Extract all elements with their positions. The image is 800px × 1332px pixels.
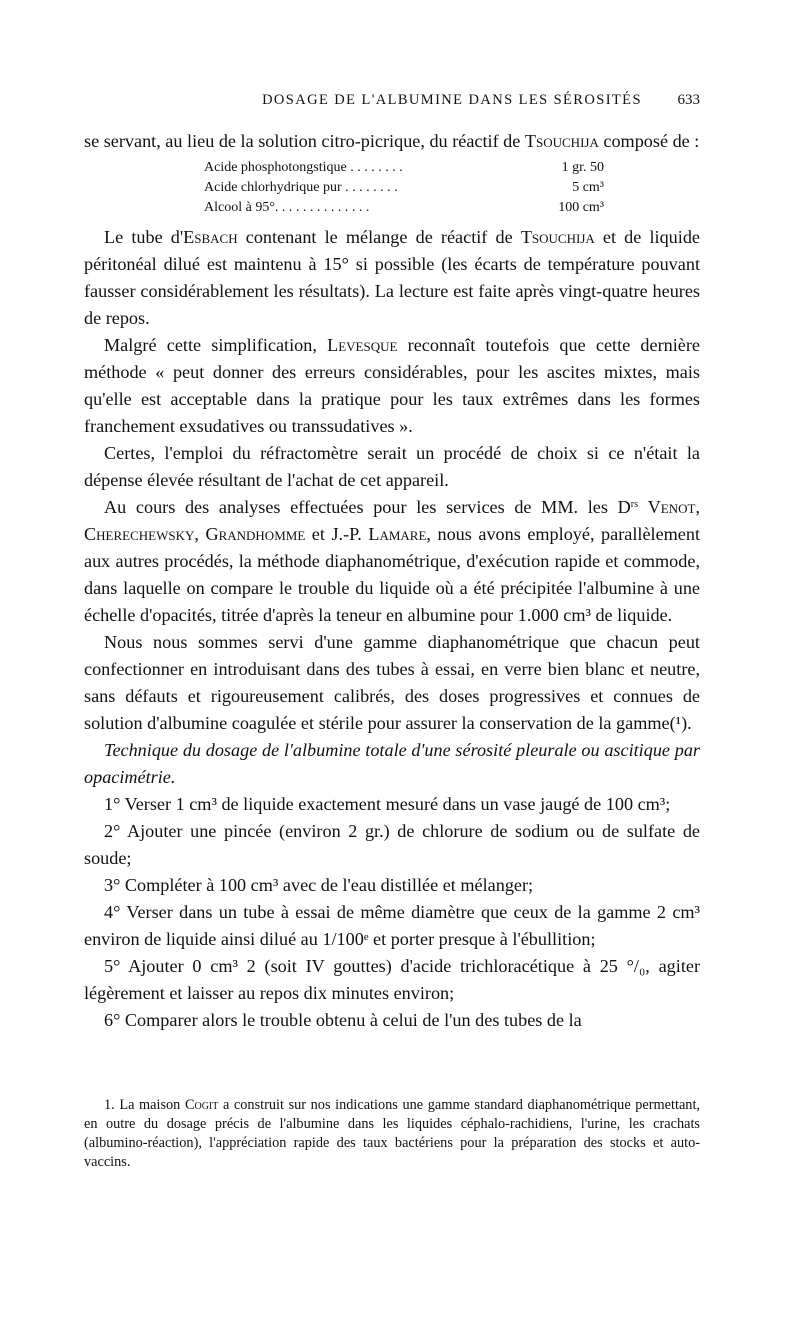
reagent-recipe — [204, 158, 700, 218]
author-name: Tsouchija — [524, 131, 599, 151]
step-item: 3° Compléter à 100 cm³ avec de l'eau distillée et mélanger; — [104, 875, 534, 895]
recipe-row — [204, 198, 700, 218]
paragraph-esbach: Le tube d'Esbach contenant le mélange de réactif de Tsouchija et de liquide péritonéal dilué est maintenu à 15° si possible (les écarts de température pouvant fausser considérablement les résultats). La lecture est faite après vingt-quatre heures de repos. — [84, 227, 700, 328]
step-item: 5° Ajouter 0 cm³ 2 (soit IV gouttes) d'acide trichloracétique à 25 °/₀, agiter légèrement et laisser au repos dix minutes environ; — [84, 956, 700, 1003]
footnote-reference: (¹) — [669, 713, 688, 733]
paragraph-intro: se servant, au lieu de la solution citro-picrique, du réactif de Tsouchija composé de : — [84, 131, 700, 151]
paragraph-gamme: Nous nous sommes servi d'une gamme diaphanométrique que chacun peut confectionner en introduisant dans des tubes à essai, en verre bien blanc et neutre, sans défauts et rigoureusement calibrés, des doses progressives et connues de solution d'albumine coagulée et stérile pour assurer la conservation de la gamme(¹). — [84, 632, 700, 733]
recipe-row — [204, 158, 700, 178]
recipe-row — [204, 178, 700, 198]
ingredient-amount: 100 cm³ — [558, 200, 604, 215]
step-item: 2° Ajouter une pincée (environ 2 gr.) de chlorure de sodium ou de sulfate de soude; — [84, 821, 700, 868]
technique-heading: Technique du dosage de l'albumine totale d'une sérosité pleurale ou ascitique par opacimétrie. — [84, 740, 700, 787]
ingredient-amount: 5 cm³ — [572, 180, 604, 195]
footnote: 1. La maison Cogit a construit sur nos indications une gamme standard diaphanométrique permettant, en outre du dosage précis de l'albumine dans les liquides céphalo-rachidiens, l'urine, les crachats (albumino-réaction), l'appréciation rapide des taux bactériens pour la préparation des stocks et auto-vaccins. — [84, 1097, 700, 1170]
ingredient-name: Acide phosphotongstique . . . . . . . . — [204, 160, 403, 175]
ingredient-name: Alcool à 95°. . . . . . . . . . . . . . — [204, 200, 370, 215]
running-title: DOSAGE DE L'ALBUMINE DANS LES SÉROSITÉS — [262, 92, 642, 108]
step-item: 4° Verser dans un tube à essai de même diamètre que ceux de la gamme 2 cm³ environ de liquide ainsi dilué au 1/100ᵉ et porter presque à l'ébullition; — [84, 902, 700, 949]
paragraph-analyses: Au cours des analyses effectuées pour les services de MM. les $D^{rs}$ Venot, Cherechewsky, Grandhomme et J.-P. Lamare, nous avons employé, parallèlement aux autres procédés, la méthode diaphanométrique, d'exécution rapide et commode, dans laquelle on compare le trouble du liquide où a été précipitée l'albumine à une échelle d'opacités, titrée d'après la teneur en albumine pour 1.000 cm³ de liquide. — [84, 497, 701, 625]
ingredient-name: Acide chlorhydrique pur . . . . . . . . — [204, 180, 398, 195]
step-item: 6° Comparer alors le trouble obtenu à celui de l'un des tubes de la — [104, 1010, 582, 1030]
body-text — [84, 128, 700, 1034]
paragraph-levesque: Malgré cette simplification, Levesque reconnaît toutefois que cette dernière méthode « peut donner des erreurs considérables, pour les ascites mixtes, mais qu'elle est acceptable dans la pratique pour les taux extrêmes dans les formes franchement exsudatives ou transsudatives ». — [84, 335, 700, 436]
paragraph-refractometer: Certes, l'emploi du réfractomètre serait un procédé de choix si ce n'était la dépense élevée résultant de l'achat de cet appareil. — [84, 443, 700, 490]
ingredient-amount: 1 gr. 50 — [561, 160, 604, 175]
page-number: 633 — [677, 92, 700, 108]
step-item: 1° Verser 1 cm³ de liquide exactement mesuré dans un vase jaugé de 100 cm³; — [104, 794, 671, 814]
page-header — [84, 92, 700, 112]
